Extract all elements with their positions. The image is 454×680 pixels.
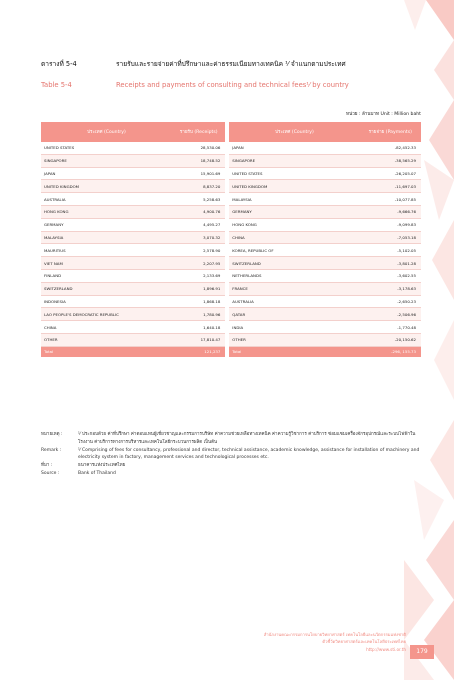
remark-english-text: ¹⁄ Comprising of fees for consultancy, professional and director, technical assistance, academic knowledge, assistance for installation of machinery and electricity system in factory, management services and technological processes etc. [78, 447, 420, 461]
receipt-value-cell: 1,780.96 [172, 308, 225, 321]
receipt-country-cell: JAPAN [41, 167, 172, 180]
payment-value-cell: -9,099.83 [360, 218, 421, 231]
receipt-value-cell: 1,896.91 [172, 282, 225, 295]
receipt-country-cell: UNITED STATES [41, 142, 172, 154]
payment-value-cell: -20,150.62 [360, 333, 421, 346]
table-row [41, 231, 421, 244]
table-number-thai: ตารางที่ 5-4 [41, 60, 77, 68]
header-country-receipts: ประเทศ (Country) [41, 122, 172, 142]
table-row [41, 257, 421, 270]
unit-label: หน่วย : ล้านบาท Unit : Million baht [346, 112, 421, 117]
receipt-country-cell: AUSTRALIA [41, 193, 172, 206]
payment-country-cell: CHINA [229, 231, 359, 244]
table-total-row [41, 346, 421, 357]
table-row [41, 321, 421, 334]
receipt-value-cell: 2,207.95 [172, 257, 225, 270]
payment-country-cell: NETHERLANDS [229, 269, 359, 282]
table-row [41, 205, 421, 218]
total-payments-value: -296, 155.73 [360, 346, 421, 357]
page-number: 179 [410, 645, 434, 659]
payment-country-cell: FRANCE [229, 282, 359, 295]
source-thai [41, 462, 425, 470]
source-thai-text: ธนาคารแห่งประเทศไทย [78, 463, 126, 469]
receipt-value-cell: 2,133.69 [172, 269, 225, 282]
payment-country-cell: UNITED KINGDOM [229, 180, 359, 193]
payment-value-cell: -2,650.23 [360, 295, 421, 308]
receipt-country-cell: FINLAND [41, 269, 172, 282]
payment-value-cell: -9,666.76 [360, 205, 421, 218]
table-row [41, 193, 421, 206]
receipt-value-cell: 1,640.18 [172, 321, 225, 334]
payment-value-cell: -1,770.48 [360, 321, 421, 334]
header-receipts: รายรับ (Receipts) [172, 122, 225, 142]
remark-english [41, 447, 425, 463]
source-thai-label: ที่มา : [41, 463, 53, 469]
receipt-value-cell: 28,530.06 [172, 142, 225, 154]
total-receipts-value: 121,237 [172, 346, 225, 357]
payment-value-cell: -11,697.03 [360, 180, 421, 193]
table-title-thai [41, 58, 346, 69]
table-title-english-text: Receipts and payments of consulting and technical fees¹⁄ by country [116, 81, 349, 89]
payment-country-cell: SWITZERLAND [229, 257, 359, 270]
table-title-thai-text: รายรับและรายจ่ายค่าที่ปรึกษาและค่าธรรมเนียมทางเทคนิค ¹⁄ จำแนกตามประเทศ [116, 60, 346, 68]
receipt-country-cell: SWITZERLAND [41, 282, 172, 295]
header-payments: รายจ่าย (Payments) [360, 122, 421, 142]
receipt-value-cell: 18,748.52 [172, 154, 225, 167]
payment-country-cell: OTHER [229, 333, 359, 346]
payment-value-cell: -10,077.85 [360, 193, 421, 206]
footer-publication: ตัวชี้วัดวิทยาศาสตร์และเทคโนโลยีประเทศไทย [322, 639, 406, 645]
receipt-country-cell: VIET NAM [41, 257, 172, 270]
receipt-value-cell: 3,070.32 [172, 231, 225, 244]
total-label-receipts: Total [41, 346, 172, 357]
receipt-value-cell: 5,258.63 [172, 193, 225, 206]
receipt-country-cell: LAO PEOPLE'S DEMOCRATIC REPUBLIC [41, 308, 172, 321]
receipt-country-cell: GERMANY [41, 218, 172, 231]
receipt-value-cell: 1,868.18 [172, 295, 225, 308]
table-header-row [41, 122, 421, 142]
receipt-country-cell: INDONESIA [41, 295, 172, 308]
table-row [41, 167, 421, 180]
payment-value-cell: -26,205.07 [360, 167, 421, 180]
payment-country-cell: MALAYSIA [229, 193, 359, 206]
remark-thai-label: หมายเหตุ : [41, 432, 63, 437]
receipt-value-cell: 4,495.27 [172, 218, 225, 231]
payment-value-cell: -38,565.29 [360, 154, 421, 167]
payment-value-cell: -82,452.33 [360, 142, 421, 154]
receipt-value-cell: 15,901.69 [172, 167, 225, 180]
footer-url[interactable]: http://www.sti.or.th [366, 646, 406, 652]
table-row [41, 244, 421, 257]
page-footer [264, 631, 406, 653]
payment-country-cell: QATAR [229, 308, 359, 321]
payment-value-cell: -3,602.55 [360, 269, 421, 282]
table-row [41, 142, 421, 154]
receipt-country-cell: UNITED KINGDOM [41, 180, 172, 193]
table-row [41, 218, 421, 231]
receipt-value-cell: 4,900.76 [172, 205, 225, 218]
receipt-country-cell: CHINA [41, 321, 172, 334]
payment-value-cell: -2,506.96 [360, 308, 421, 321]
fees-table [41, 122, 421, 357]
payment-country-cell: INDIA [229, 321, 359, 334]
table-number-english: Table 5-4 [41, 81, 72, 89]
receipt-country-cell: MALAYSIA [41, 231, 172, 244]
payment-country-cell: AUSTRALIA [229, 295, 359, 308]
payment-value-cell: -3,178.63 [360, 282, 421, 295]
table-row [41, 282, 421, 295]
remark-thai [41, 431, 425, 447]
table-title-english [41, 81, 349, 89]
table-row [41, 154, 421, 167]
payment-country-cell: JAPAN [229, 142, 359, 154]
remark-english-label: Remark : [41, 447, 62, 453]
payment-country-cell: KOREA, REPUBLIC OF [229, 244, 359, 257]
receipt-country-cell: OTHER [41, 333, 172, 346]
table-body [41, 142, 421, 357]
payment-country-cell: HONG KONG [229, 218, 359, 231]
receipt-value-cell: 17,810.47 [172, 333, 225, 346]
notes-section [41, 431, 425, 478]
payment-country-cell: UNITED STATES [229, 167, 359, 180]
payment-value-cell: -5,102.05 [360, 244, 421, 257]
footer-agency: สำนักงานคณะกรรมการนโยบายวิทยาศาสตร์ เทคโนโลยีและนวัตกรรมแห่งชาติ [263, 632, 406, 637]
total-label-payments: Total [229, 346, 359, 357]
receipt-country-cell: SINGAPORE [41, 154, 172, 167]
receipt-value-cell: 8,837.20 [172, 180, 225, 193]
header-country-payments: ประเทศ (Country) [229, 122, 359, 142]
payment-value-cell: -7,053.18 [360, 231, 421, 244]
table-row [41, 333, 421, 346]
table-row [41, 269, 421, 282]
receipt-country-cell: MAURITIUS [41, 244, 172, 257]
remark-thai-text: ¹⁄ ประกอบด้วย ค่าที่ปรึกษา ค่าตอบแทนผู้เชี่ยวชาญและกรรมการบริษัท ค่าความช่วยเหลือทางเทคนิค ค่าความรู้วิชาการ ค่าบริการ ซ่อมแซมเครื่องจักรอุปกรณ์และระบบไฟฟ้าในโรงงาน ค่าบริการทางการบริหารและเทคโนโลยีกระบวนการผลิต เป็นต้น [78, 432, 416, 445]
source-english-text: Bank of Thailand [78, 470, 116, 476]
payment-country-cell: SINGAPORE [229, 154, 359, 167]
table-row [41, 308, 421, 321]
payment-country-cell: GERMANY [229, 205, 359, 218]
table-row [41, 180, 421, 193]
receipt-value-cell: 2,578.90 [172, 244, 225, 257]
table-row [41, 295, 421, 308]
payment-value-cell: -3,801.28 [360, 257, 421, 270]
receipt-country-cell: HONG KONG [41, 205, 172, 218]
source-english-label: Source : [41, 470, 60, 476]
source-english [41, 470, 425, 478]
